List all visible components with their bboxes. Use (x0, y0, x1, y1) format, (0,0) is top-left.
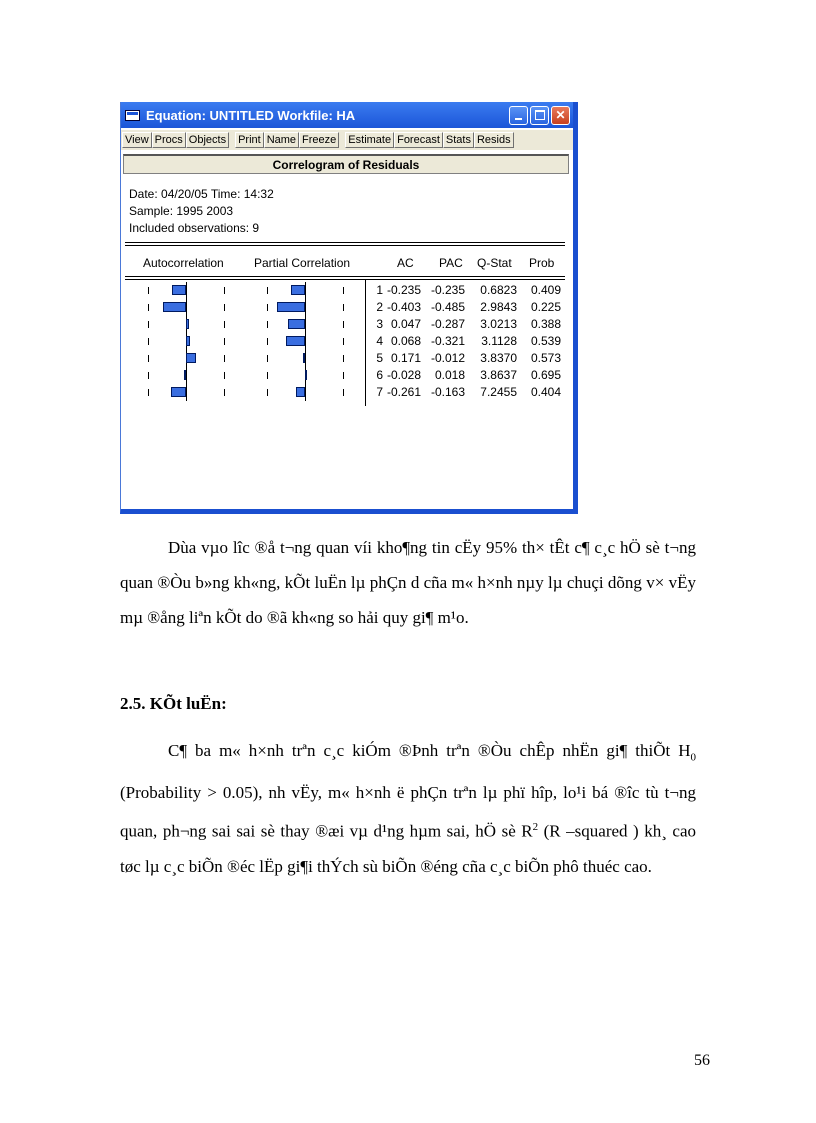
ac-value: -0.235 (386, 283, 421, 297)
qstat-value: 3.1128 (481, 334, 517, 348)
pac-upper-bound-tick (343, 389, 344, 396)
paragraph-2-part-c: (R –squared ) kh¸ cao tøc lµ c¸c biÕn ®éc lËp gi¶i thÝch sù biÕn ®éng cña c¸c biÕn phô thuéc cao. (120, 822, 696, 877)
correlogram-row (121, 299, 571, 316)
correlogram-row (121, 316, 571, 333)
correlogram-row (121, 350, 571, 367)
qstat-value: 3.8370 (480, 351, 517, 365)
qstat-value: 0.6823 (480, 283, 517, 297)
ac-bar (186, 336, 190, 346)
lag-value: 1 (376, 283, 383, 297)
pac-bar (296, 387, 305, 397)
ac-value: -0.261 (386, 385, 421, 399)
pac-upper-bound-tick (343, 287, 344, 294)
pac-lower-bound-tick (267, 287, 268, 294)
superscript-two: 2 (532, 821, 539, 834)
pac-zero-axis (305, 299, 306, 316)
col-qstat: Q-Stat (477, 256, 512, 270)
prob-value: 0.225 (530, 300, 561, 314)
subscript-zero: 0 (690, 751, 696, 764)
pac-lower-bound-tick (267, 321, 268, 328)
pac-lower-bound-tick (267, 389, 268, 396)
ac-bar (172, 285, 186, 295)
pac-zero-axis (305, 350, 306, 367)
lag-value: 4 (376, 334, 383, 348)
pac-bar (286, 336, 305, 346)
window-titlebar[interactable] (121, 102, 573, 128)
qstat-value: 3.8637 (480, 368, 517, 382)
ac-upper-bound-tick (224, 287, 225, 294)
pac-lower-bound-tick (267, 355, 268, 362)
ac-bar (184, 370, 186, 380)
pac-value: -0.163 (430, 385, 465, 399)
info-observations: Included observations: 9 (129, 221, 260, 235)
col-autocorrelation: Autocorrelation (143, 256, 224, 270)
pac-upper-bound-tick (343, 355, 344, 362)
lag-value: 6 (376, 368, 383, 382)
pac-zero-axis (305, 384, 306, 401)
correlogram-row (121, 333, 571, 350)
pac-bar (291, 285, 305, 295)
stats-button[interactable]: Stats (443, 132, 474, 148)
ac-value: 0.171 (390, 351, 421, 365)
lag-value: 3 (376, 317, 383, 331)
ac-upper-bound-tick (224, 355, 225, 362)
prob-value: 0.404 (530, 385, 561, 399)
ac-lower-bound-tick (148, 338, 149, 345)
divider (125, 245, 565, 246)
col-partial-correlation: Partial Correlation (254, 256, 351, 270)
ac-value: -0.028 (386, 368, 421, 382)
panel-title: Correlogram of Residuals (123, 154, 569, 174)
close-icon: ✕ (555, 108, 566, 122)
ac-value: 0.047 (390, 317, 421, 331)
pac-lower-bound-tick (267, 304, 268, 311)
ac-bar (186, 319, 189, 329)
pac-zero-axis (305, 333, 306, 350)
ac-lower-bound-tick (148, 372, 149, 379)
ac-bar (171, 387, 186, 397)
ac-lower-bound-tick (148, 321, 149, 328)
ac-bar (163, 302, 186, 312)
correlogram-table (121, 282, 571, 412)
ac-zero-axis (186, 299, 187, 316)
ac-bar (186, 353, 196, 363)
prob-value: 0.388 (530, 317, 561, 331)
pac-bar (305, 370, 307, 380)
close-button[interactable] (551, 106, 570, 125)
pac-value: -0.012 (430, 351, 465, 365)
pac-bar (288, 319, 305, 329)
minimize-button[interactable] (509, 106, 528, 125)
lag-value: 7 (376, 385, 383, 399)
resids-button[interactable]: Resids (474, 132, 514, 148)
estimate-button[interactable]: Estimate (345, 132, 394, 148)
ac-zero-axis (186, 282, 187, 299)
pac-upper-bound-tick (343, 372, 344, 379)
estimation-info (129, 186, 274, 237)
pac-value: 0.018 (434, 368, 465, 382)
pac-upper-bound-tick (343, 321, 344, 328)
view-button[interactable]: View (122, 132, 152, 148)
ac-value: -0.403 (386, 300, 421, 314)
qstat-value: 3.0213 (480, 317, 517, 331)
paragraph-1: Dùa vµo lîc ®å t¬ng quan víi kho¶ng tin cËy 95% th× tÊt c¶ c¸c hÖ sè t¬ng quan ®Òu b»ng kh«ng, kÕt luËn lµ phÇn d cña m« h×nh nµy lµ chuçi dõng v× vËy mµ ®ång liªn kÕt do ®ã kh«ng so hải quy gi¶ m¹o. (120, 538, 696, 627)
paragraph-2 (120, 733, 696, 884)
pac-lower-bound-tick (267, 338, 268, 345)
ac-lower-bound-tick (148, 355, 149, 362)
prob-value: 0.573 (530, 351, 561, 365)
paragraph-2-part-a: C¶ ba m« h×nh trªn c¸c kiÓm ®Þnh trªn ®Òu chÊp nhËn gi¶ thiÕt H (168, 741, 691, 760)
ac-upper-bound-tick (224, 338, 225, 345)
forecast-button[interactable]: Forecast (394, 132, 443, 148)
qstat-value: 2.9843 (480, 300, 517, 314)
paragraph-2-part-b: (Probability > 0.05), nh vËy, m« h×nh ë phÇn trªn lµ phï hîp, lo¹i bá ®îc tù t¬ng quan, ph¬ng sai sai sè thay ®æi vµ d¹ng hµm sai, hÖ sè R (120, 783, 696, 842)
divider (125, 276, 565, 277)
toolbar (121, 130, 573, 150)
pac-upper-bound-tick (343, 338, 344, 345)
ac-upper-bound-tick (224, 304, 225, 311)
ac-upper-bound-tick (224, 389, 225, 396)
ac-value: 0.068 (390, 334, 421, 348)
col-pac: PAC (439, 256, 463, 270)
divider (125, 242, 565, 243)
correlogram-row (121, 384, 571, 401)
app-icon (125, 110, 140, 121)
page-number: 56 (694, 1052, 710, 1069)
ac-zero-axis (186, 384, 187, 401)
minimize-icon (515, 118, 522, 120)
ac-lower-bound-tick (148, 304, 149, 311)
pac-bar (303, 353, 305, 363)
pac-zero-axis (305, 316, 306, 333)
col-ac: AC (397, 256, 414, 270)
pac-lower-bound-tick (267, 372, 268, 379)
pac-value: -0.485 (430, 300, 465, 314)
prob-value: 0.409 (530, 283, 561, 297)
ac-zero-axis (186, 367, 187, 384)
objects-button[interactable]: Objects (186, 132, 229, 148)
ac-lower-bound-tick (148, 287, 149, 294)
pac-value: -0.287 (430, 317, 465, 331)
window-title: Equation: UNTITLED Workfile: HA (146, 107, 356, 123)
correlogram-row (121, 367, 571, 384)
pac-zero-axis (305, 282, 306, 299)
procs-button[interactable]: Procs (152, 132, 186, 148)
pac-bar (277, 302, 305, 312)
correlogram-row (121, 282, 571, 299)
pac-value: -0.235 (430, 283, 465, 297)
pac-value: -0.321 (430, 334, 465, 348)
pac-upper-bound-tick (343, 304, 344, 311)
lag-value: 2 (376, 300, 383, 314)
info-date: Date: 04/20/05 Time: 14:32 (129, 187, 274, 201)
col-prob: Prob (529, 256, 555, 270)
prob-value: 0.539 (530, 334, 561, 348)
lag-value: 5 (376, 351, 383, 365)
info-sample: Sample: 1995 2003 (129, 204, 234, 218)
ac-upper-bound-tick (224, 321, 225, 328)
eviews-window (120, 102, 578, 514)
freeze-button[interactable]: Freeze (299, 132, 339, 148)
section-heading: 2.5. KÕt luËn: (120, 694, 227, 713)
ac-upper-bound-tick (224, 372, 225, 379)
name-button[interactable]: Name (264, 132, 299, 148)
qstat-value: 7.2455 (480, 385, 517, 399)
print-button[interactable]: Print (235, 132, 264, 148)
maximize-button[interactable] (530, 106, 549, 125)
ac-lower-bound-tick (148, 389, 149, 396)
divider (125, 279, 565, 280)
maximize-icon (535, 110, 545, 120)
prob-value: 0.695 (530, 368, 561, 382)
